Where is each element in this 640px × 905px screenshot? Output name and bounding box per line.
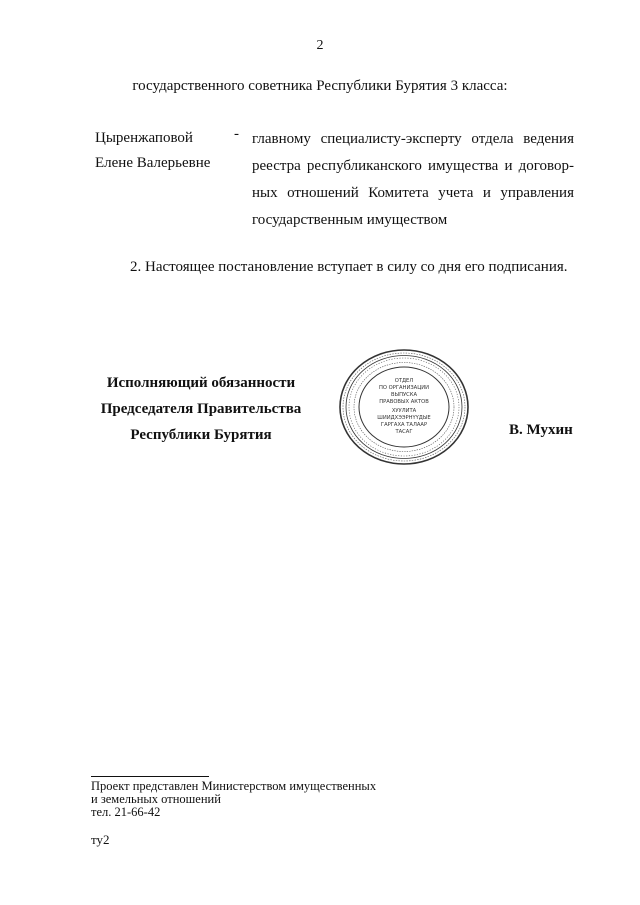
position-line: главному специалисту-эксперту отдела ведения — [252, 131, 574, 147]
employee-name-line: Елене Валерьевне — [95, 155, 211, 171]
position-line: ных отношений Комитета учета и управления — [252, 185, 574, 201]
seal-text-line: ОТДЕЛ — [394, 378, 414, 384]
signer-title — [90, 370, 312, 448]
official-seal — [338, 348, 470, 466]
footnote-line: и земельных отношений — [91, 792, 221, 806]
seal-text-line: ХУУЛИТА — [391, 408, 417, 414]
signer-title-line: Председателя Правительства — [100, 401, 302, 417]
signer-name: В. Мухин — [509, 422, 573, 438]
seal-text-line: ШИИДХЭЭРНҮҮДЫЕ — [377, 415, 431, 421]
employee-name-line: Цыренжаповой — [95, 130, 193, 146]
seal-graphic — [338, 348, 470, 466]
seal-text-line: ГАРГАХА ТАЛААР — [380, 422, 428, 428]
signer-title-line: Республики Бурятия — [130, 427, 272, 443]
signer-title-line: Исполняющий обязанности — [106, 375, 296, 391]
footnote — [91, 780, 376, 819]
position-line: реестра республиканского имущества и договор- — [252, 158, 574, 174]
document-code: ту2 — [91, 832, 110, 847]
position-line: государственным имуществом — [252, 212, 448, 228]
employee-name — [95, 126, 210, 176]
footnote-line: Проект представлен Министерством имущественных — [91, 779, 377, 793]
dash-separator: - — [234, 126, 239, 142]
seal-text-line: ВЫПУСКА — [390, 392, 418, 398]
page-number: 2 — [316, 38, 324, 53]
seal-text-line: ТАСАГ — [395, 429, 413, 435]
position-description — [252, 126, 574, 234]
footnote-divider — [91, 776, 209, 777]
seal-text-line: ПРАВОВЫХ АКТОВ — [379, 399, 429, 405]
paragraph-2: 2. Настоящее постановление вступает в силу со дня его подписания. — [130, 259, 568, 275]
footnote-line: тел. 21-66-42 — [91, 805, 161, 819]
rank-line: государственного советника Республики Бурятия 3 класса: — [132, 78, 508, 94]
seal-text-line: ПО ОРГАНИЗАЦИИ — [378, 385, 430, 391]
